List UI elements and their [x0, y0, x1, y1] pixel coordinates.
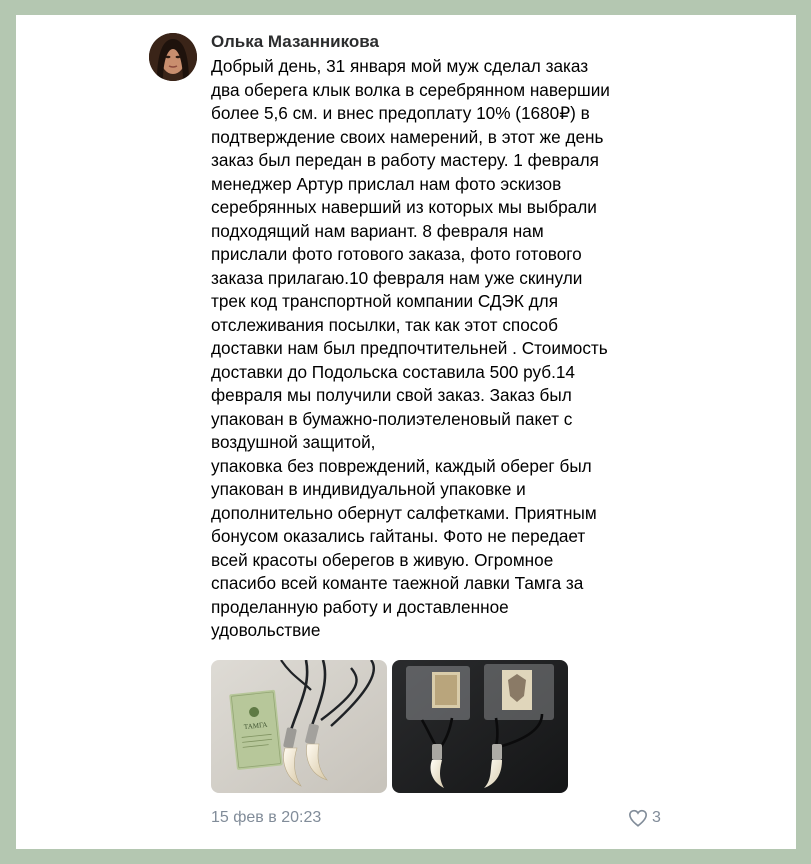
post-text-line: воздушной защитой, [211, 432, 376, 452]
post-photo[interactable] [211, 660, 387, 793]
post-text-line: доставки нам был предпочтительней . Стоимость [211, 338, 608, 358]
post-text-line: всей красоты оберегов в живую. Огромное [211, 549, 554, 570]
heart-icon [628, 809, 648, 827]
post-text-line: дополнительно обернут салфетками. Приятным [211, 502, 597, 523]
post-text-line: отслеживания посылки, так как этот способ [211, 314, 558, 335]
post-text-line: упаковка без повреждений, каждый оберег был [211, 455, 592, 476]
post-text-line: февраля мы получили свой заказ. Заказ был [211, 385, 572, 405]
post-text-line: подходящий нам вариант. 8 февраля нам [211, 220, 544, 241]
post-text-line: подтверждение своих намерений, в этот же день [211, 126, 604, 147]
post-text-line: заказа прилагаю.10 февраля нам уже скинули [211, 267, 583, 288]
post-text-line: упакован в бумажно-полиэтеленовый пакет с [211, 408, 573, 429]
post-text-line: упакован в индивидуальной упаковке и [211, 479, 526, 499]
post-text [211, 55, 681, 643]
avatar[interactable] [149, 33, 197, 81]
post-text-line: проделанную работу и доставленное [211, 596, 509, 617]
post-text-line: спасибо всей команте таежной лавки Тамга за [211, 573, 584, 593]
post-text-line: более 5,6 см. и внес предоплату 10% (1680₽) в [211, 103, 590, 123]
post-text-line: два оберега клык волка в серебрянном навершии [211, 79, 610, 100]
post-text-line: доставки до Подольска составила 500 руб.14 [211, 361, 575, 382]
post-text-line: серебрянных наверший из которых мы выбрали [211, 197, 597, 217]
post-photo[interactable] [392, 660, 568, 793]
post-text-line: бонусом оказались гайтаны. Фото не передает [211, 526, 586, 546]
author-name[interactable]: Олька Мазанникова [211, 32, 379, 51]
post-card [16, 15, 796, 849]
avatar-image [149, 33, 197, 81]
amulets-photo-dark [392, 660, 568, 793]
post-text-line: удовольствие [211, 620, 321, 640]
amulets-photo-light [211, 660, 387, 793]
post-text-line: менеджер Артур прислал нам фото эскизов [211, 173, 562, 194]
post-text-line: прислали фото готового заказа, фото готового [211, 244, 582, 264]
like-button[interactable] [628, 807, 661, 829]
post-timestamp[interactable]: 15 фев в 20:23 [211, 809, 322, 826]
post-text-line: заказ был передан в работу мастеру. 1 февраля [211, 150, 599, 170]
photo-card-label: ТАМГА [243, 720, 268, 732]
like-count: 3 [652, 809, 661, 826]
post-text-line: Добрый день, 31 января мой муж сделал заказ [211, 56, 589, 76]
post-text-line: трек код транспортной компании СДЭК для [211, 291, 559, 311]
